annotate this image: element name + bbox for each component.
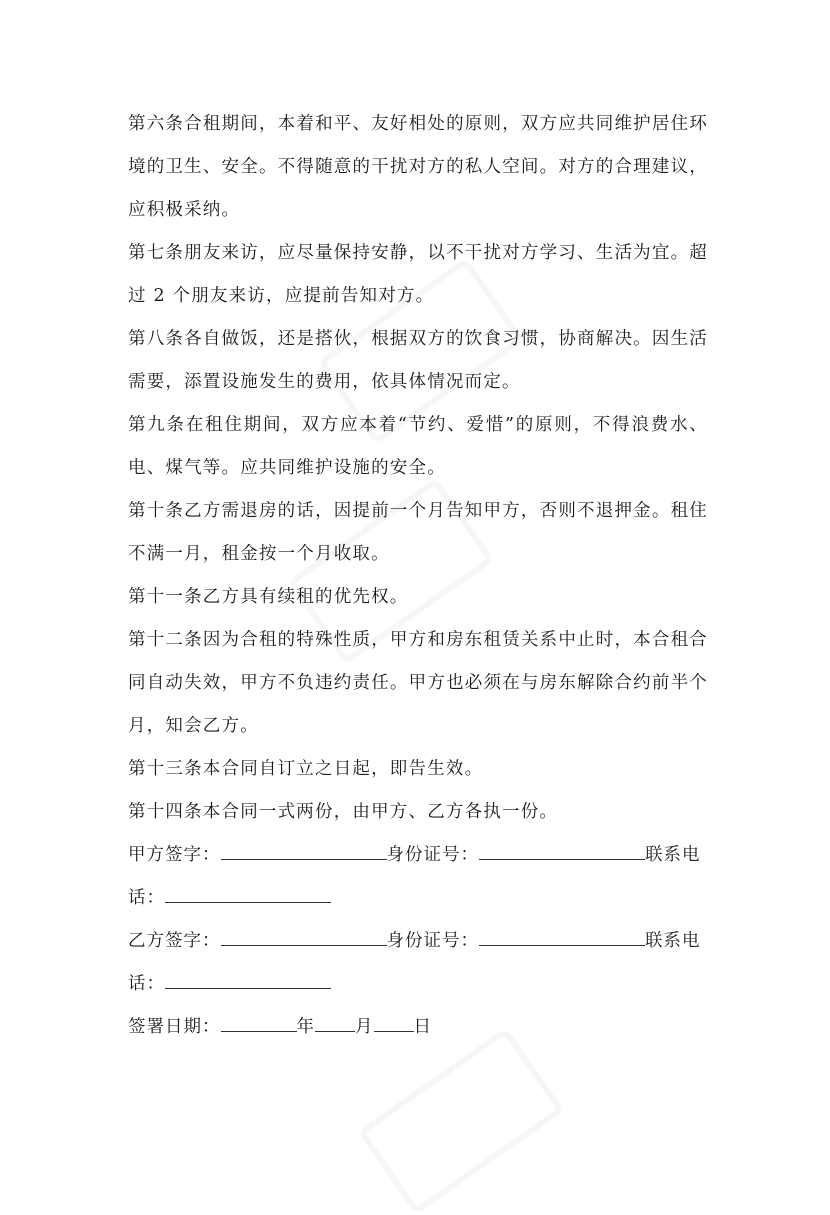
party-a-id-label: 身份证号：	[386, 845, 479, 865]
day-label: 日	[413, 1017, 432, 1037]
party-a-sign-field[interactable]	[221, 841, 387, 860]
year-field[interactable]	[221, 1013, 297, 1032]
party-a-signature-block	[128, 834, 708, 920]
signing-date-label: 签署日期：	[128, 1017, 221, 1037]
article-10: 第十条乙方需退房的话，因提前一个月告知甲方，否则不退押金。租住不满一月，租金按一个月收取。	[128, 501, 708, 564]
article-13: 第十三条本合同自订立之日起，即告生效。	[128, 759, 484, 779]
contract-body	[128, 103, 708, 1049]
party-a-phone-label: 联系电	[645, 845, 701, 865]
party-b-id-field[interactable]	[479, 927, 645, 946]
day-field[interactable]	[374, 1013, 414, 1032]
article-7: 第七条朋友来访，应尽量保持安静，以不干扰对方学习、生活为宜。超过 2 个朋友来访，应提前告知对方。	[128, 243, 708, 306]
article-11: 第十一条乙方具有续租的优先权。	[128, 587, 409, 607]
watermark-logo	[357, 1027, 565, 1215]
party-a-phone-field[interactable]	[165, 884, 331, 903]
party-b-row	[128, 920, 708, 963]
party-b-signature-block	[128, 920, 708, 1006]
party-b-sign-label: 乙方签字：	[128, 931, 221, 951]
party-a-sign-label: 甲方签字：	[128, 845, 221, 865]
article-8: 第八条各自做饭，还是搭伙，根据双方的饮食习惯，协商解决。因生活需要，添置设施发生的费用，依具体情况而定。	[128, 329, 708, 392]
month-label: 月	[355, 1017, 374, 1037]
party-a-phone-label-cont: 话：	[128, 888, 165, 908]
party-b-id-label: 身份证号：	[386, 931, 479, 951]
party-b-phone-field[interactable]	[165, 970, 331, 989]
article-9: 第九条在租住期间，双方应本着“节约、爱惜”的原则，不得浪费水、电、煤气等。应共同维护设施的安全。	[128, 415, 708, 478]
party-a-phone-row	[128, 877, 708, 920]
article-12: 第十二条因为合租的特殊性质，甲方和房东租赁关系中止时，本合租合同自动失效，甲方不负违约责任。甲方也必须在与房东解除合约前半个月，知会乙方。	[128, 630, 708, 736]
party-b-sign-field[interactable]	[221, 927, 387, 946]
year-label: 年	[296, 1017, 315, 1037]
party-b-phone-label: 联系电	[645, 931, 701, 951]
party-a-row	[128, 834, 708, 877]
article-6: 第六条合租期间，本着和平、友好相处的原则，双方应共同维护居住环境的卫生、安全。不得随意的干扰对方的私人空间。对方的合理建议，应积极采纳。	[128, 114, 708, 220]
party-a-id-field[interactable]	[479, 841, 645, 860]
month-field[interactable]	[315, 1013, 355, 1032]
article-14: 第十四条本合同一式两份，由甲方、乙方各执一份。	[128, 802, 559, 822]
party-b-phone-label-cont: 话：	[128, 974, 165, 994]
signing-date-row	[128, 1006, 708, 1049]
party-b-phone-row	[128, 963, 708, 1006]
